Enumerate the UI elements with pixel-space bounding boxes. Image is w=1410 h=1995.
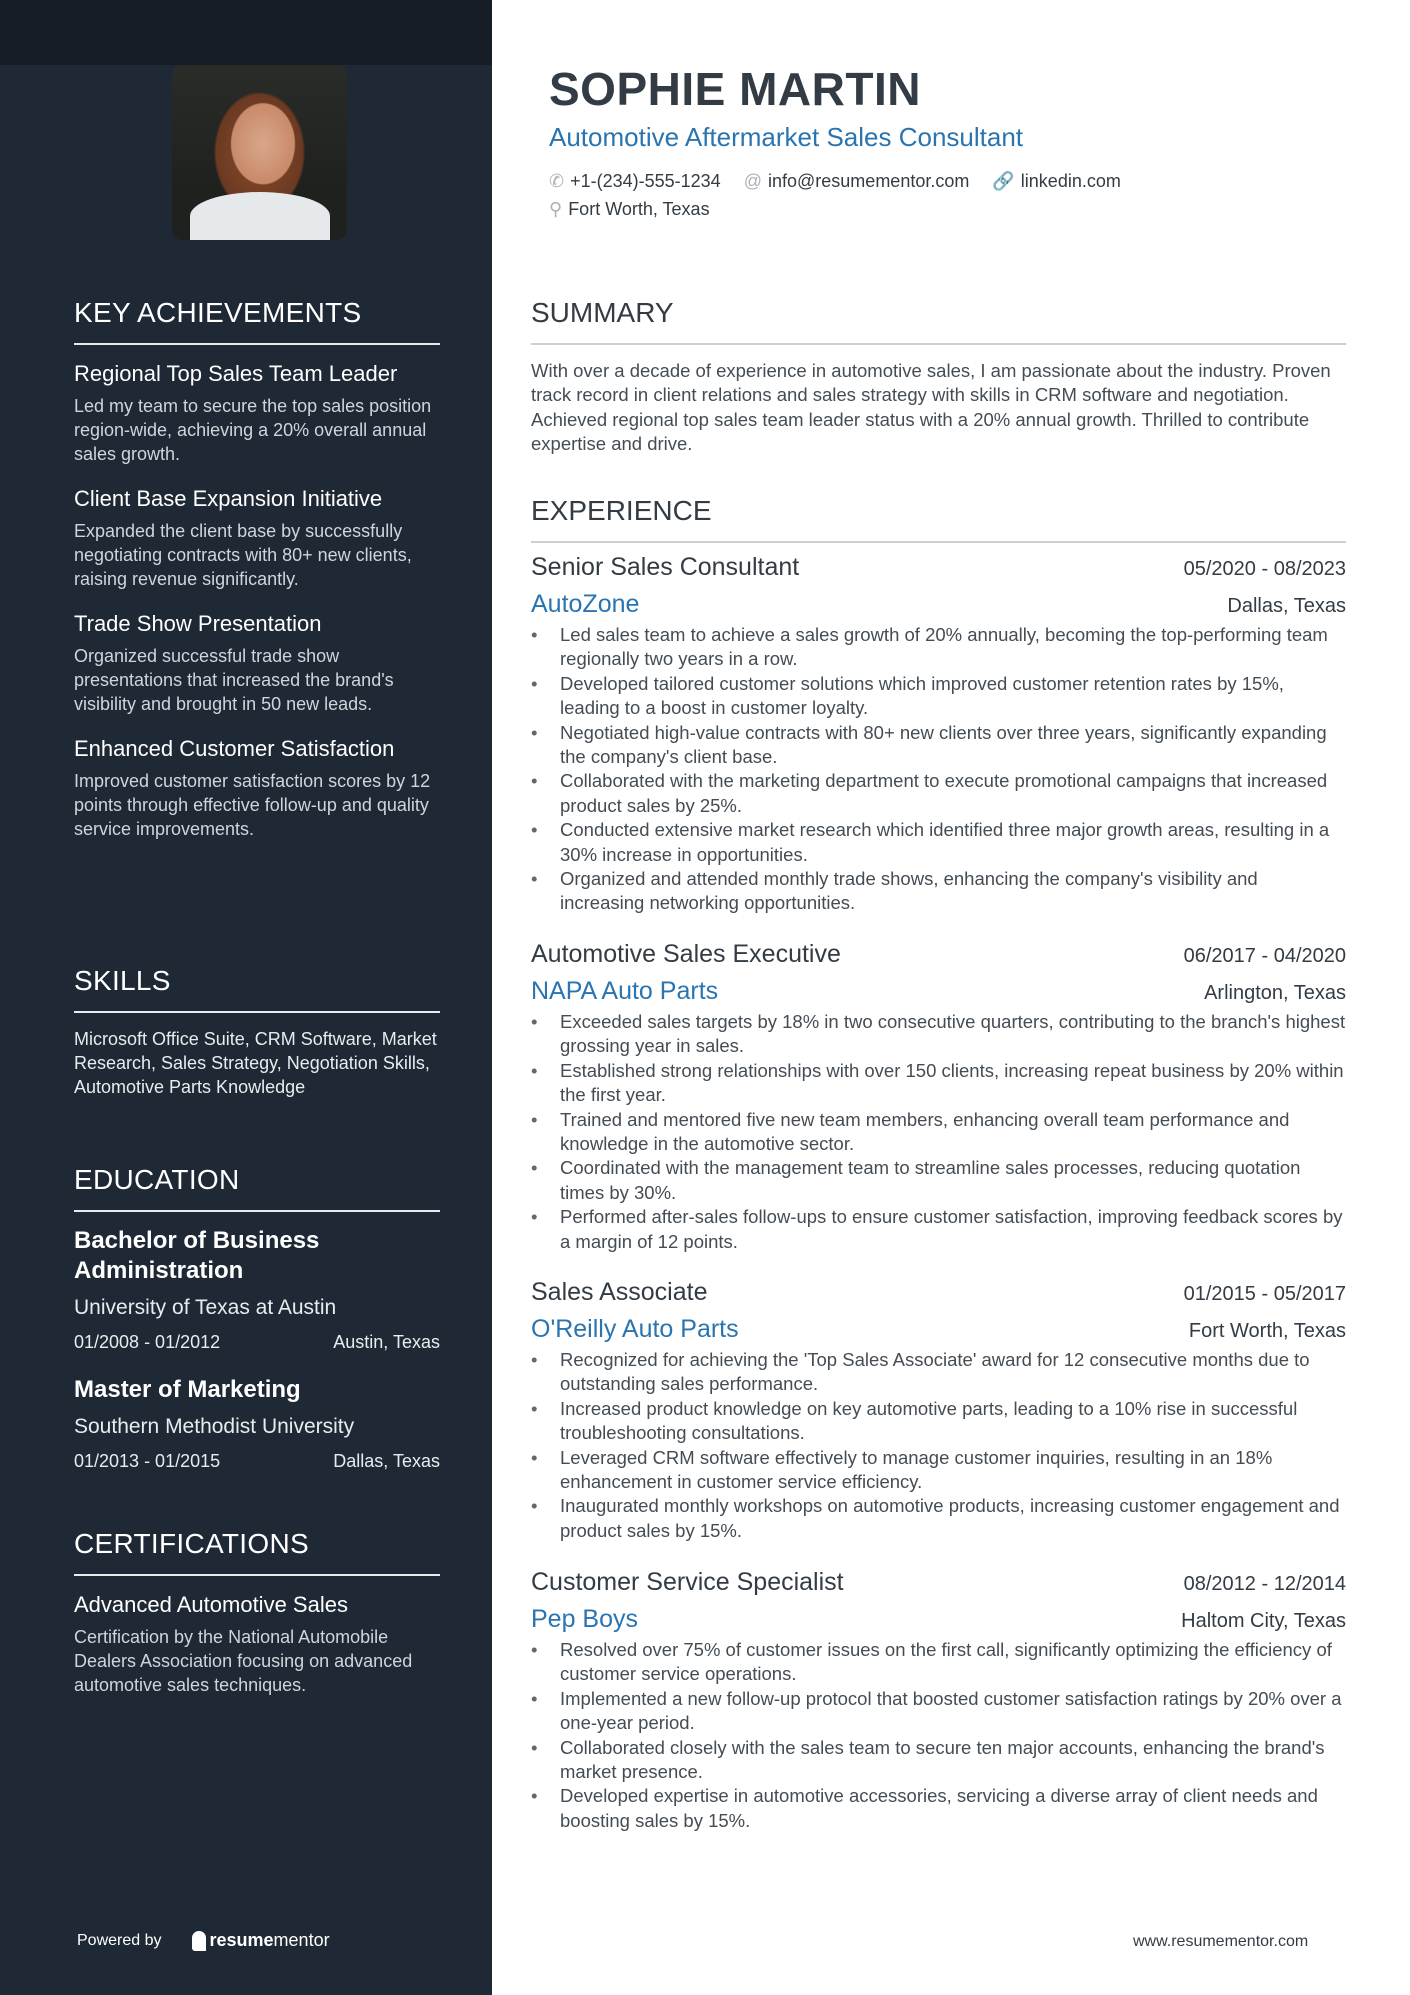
job-bullet: • Coordinated with the management team to streamline sales processes, reducing quotation times by 30%. — [531, 1156, 1346, 1205]
job-entry — [531, 1278, 1346, 1543]
education-item — [74, 1375, 440, 1472]
job-bullet: • Recognized for achieving the 'Top Sales Associate' award for 12 consecutive months due to outstanding sales performance. — [531, 1348, 1346, 1397]
cert-title: Advanced Automotive Sales — [74, 1592, 348, 1617]
section-heading: KEY ACHIEVEMENTS — [74, 297, 440, 345]
achievement-title: Regional Top Sales Team Leader — [74, 361, 398, 386]
achievements-section — [74, 297, 440, 859]
job-company: Pep Boys — [531, 1605, 639, 1633]
section-heading: SUMMARY — [531, 297, 1346, 345]
achievement-title: Trade Show Presentation — [74, 611, 322, 636]
achievement-text: Expanded the client base by successfully negotiating contracts with 80+ new clients, raising revenue significantly. — [74, 521, 412, 589]
certifications-section — [74, 1528, 440, 1715]
summary-section — [531, 297, 1346, 457]
summary-text: With over a decade of experience in automotive sales, I am passionate about the industry. Proven track record in client relations and sales strategy with skills in CRM software and negotiation. Achieved regional top sales team leader status with a 20% annual growth. Thrilled to contribute expertise and drive. — [531, 360, 1331, 455]
job-entry — [531, 940, 1346, 1254]
edu-dates: 01/2008 - 01/2012 — [74, 1332, 221, 1352]
email[interactable]: info@resumementor.com — [768, 171, 970, 191]
job-location: Arlington, Texas — [1204, 982, 1346, 1004]
powered-by — [77, 1930, 330, 1951]
job-bullet: • Implemented a new follow-up protocol that boosted customer satisfaction ratings by 20% over a one-year period. — [531, 1687, 1346, 1736]
job-bullet: • Collaborated closely with the sales team to secure ten major accounts, enhancing the brand's market presence. — [531, 1736, 1346, 1785]
job-bullet: • Increased product knowledge on key automotive parts, leading to a 10% rise in successful troubleshooting consultations. — [531, 1397, 1346, 1446]
link-icon: 🔗 — [992, 171, 1015, 191]
job-bullet: • Resolved over 75% of customer issues on the first call, significantly optimizing the efficiency of customer service operations. — [531, 1638, 1346, 1687]
job-bullets — [531, 1348, 1346, 1543]
skills-text: Microsoft Office Suite, CRM Software, Market Research, Sales Strategy, Negotiation Skills, Automotive Parts Knowledge — [74, 1029, 437, 1097]
education-section — [74, 1164, 440, 1494]
job-dates: 05/2020 - 08/2023 — [1183, 558, 1346, 580]
location: Fort Worth, Texas — [568, 199, 710, 219]
location-icon: ⚲ — [549, 199, 563, 219]
achievement-text: Organized successful trade show presentations that increased the brand's visibility and brought in 50 new leads. — [74, 646, 394, 714]
section-heading: EXPERIENCE — [531, 495, 1346, 543]
job-bullet: • Developed expertise in automotive accessories, servicing a diverse array of client needs and boosting sales by 15%. — [531, 1784, 1346, 1833]
degree: Bachelor of Business Administration — [74, 1227, 320, 1284]
school: Southern Methodist University — [74, 1415, 355, 1438]
powered-by-label: Powered by — [77, 1931, 162, 1949]
job-bullets — [531, 1010, 1346, 1254]
achievement-item — [74, 734, 440, 841]
resumementor-logo: resume mentor — [192, 1930, 330, 1951]
job-bullet: • Performed after-sales follow-ups to ensure customer satisfaction, improving feedback scores by a margin of 12 points. — [531, 1205, 1346, 1254]
section-heading: CERTIFICATIONS — [74, 1528, 440, 1576]
linkedin[interactable]: linkedin.com — [1020, 171, 1121, 191]
job-bullets — [531, 623, 1346, 916]
header — [549, 62, 1139, 223]
experience-section — [531, 495, 1346, 557]
achievement-title: Client Base Expansion Initiative — [74, 486, 383, 511]
email-icon: @ — [743, 171, 762, 191]
job-company: AutoZone — [531, 590, 640, 618]
job-bullet: • Conducted extensive market research which identified three major growth areas, resulting in a 30% increase in opportunities. — [531, 818, 1346, 867]
candidate-role: Automotive Aftermarket Sales Consultant — [549, 122, 1024, 152]
job-bullet: • Developed tailored customer solutions which improved customer retention rates by 15%, leading to a boost in customer loyalty. — [531, 672, 1346, 721]
section-heading: EDUCATION — [74, 1164, 440, 1212]
cert-text: Certification by the National Automobile Dealers Association focusing on advanced automotive sales techniques. — [74, 1627, 413, 1695]
job-location: Haltom City, Texas — [1181, 1610, 1346, 1632]
candidate-name: SOPHIE MARTIN — [549, 63, 921, 115]
job-company: O'Reilly Auto Parts — [531, 1315, 739, 1343]
top-strip — [0, 0, 492, 65]
job-entry — [531, 553, 1346, 916]
job-dates: 08/2012 - 12/2014 — [1183, 1573, 1346, 1595]
achievement-item — [74, 484, 440, 591]
logo-icon — [192, 1931, 206, 1951]
achievement-item — [74, 359, 440, 466]
job-title: Customer Service Specialist — [531, 1568, 844, 1596]
section-heading: SKILLS — [74, 965, 440, 1013]
job-bullet: • Organized and attended monthly trade shows, enhancing the company's visibility and increasing networking opportunities. — [531, 867, 1346, 916]
job-bullet: • Collaborated with the marketing department to execute promotional campaigns that increased product sales by 25%. — [531, 769, 1346, 818]
edu-dates: 01/2013 - 01/2015 — [74, 1451, 221, 1471]
job-location: Fort Worth, Texas — [1188, 1320, 1346, 1342]
job-title: Senior Sales Consultant — [531, 553, 800, 581]
job-dates: 01/2015 - 05/2017 — [1183, 1283, 1346, 1305]
contact-info — [549, 167, 1139, 223]
job-title: Sales Associate — [531, 1278, 708, 1306]
job-bullet: • Trained and mentored five new team members, enhancing overall team performance and knowledge in the automotive sector. — [531, 1108, 1346, 1157]
footer-site: www.resumementor.com — [1133, 1933, 1309, 1950]
achievement-title: Enhanced Customer Satisfaction — [74, 736, 395, 761]
job-location: Dallas, Texas — [1227, 595, 1346, 617]
phone-icon: ✆ — [549, 171, 565, 191]
phone: +1-(234)-555-1234 — [570, 171, 721, 191]
job-bullet: • Negotiated high-value contracts with 80+ new clients over three years, significantly expanding the company's client base. — [531, 721, 1346, 770]
edu-location: Austin, Texas — [333, 1332, 440, 1352]
edu-location: Dallas, Texas — [333, 1451, 440, 1471]
school: University of Texas at Austin — [74, 1296, 337, 1319]
job-bullet: • Inaugurated monthly workshops on automotive products, increasing customer engagement and product sales by 15%. — [531, 1494, 1346, 1543]
job-bullet: • Leveraged CRM software effectively to manage customer inquiries, resulting in an 18% enhancement in customer service efficiency. — [531, 1446, 1346, 1495]
degree: Master of Marketing — [74, 1376, 301, 1403]
sidebar — [0, 0, 492, 1995]
job-title: Automotive Sales Executive — [531, 940, 841, 968]
job-bullet: • Led sales team to achieve a sales growth of 20% annually, becoming the top-performing team regionally two years in a row. — [531, 623, 1346, 672]
job-bullet: • Established strong relationships with over 150 clients, increasing repeat business by 20% within the first year. — [531, 1059, 1346, 1108]
job-dates: 06/2017 - 04/2020 — [1183, 945, 1346, 967]
achievement-text: Improved customer satisfaction scores by 12 points through effective follow-up and quality service improvements. — [74, 771, 431, 839]
achievement-text: Led my team to secure the top sales position region-wide, achieving a 20% overall annual sales growth. — [74, 396, 432, 464]
skills-section — [74, 965, 440, 1117]
job-entry — [531, 1568, 1346, 1833]
job-bullet: • Exceeded sales targets by 18% in two consecutive quarters, contributing to the branch's highest grossing year in sales. — [531, 1010, 1346, 1059]
profile-photo — [172, 65, 347, 240]
education-item — [74, 1226, 440, 1353]
job-bullets — [531, 1638, 1346, 1833]
achievement-item — [74, 609, 440, 716]
job-company: NAPA Auto Parts — [531, 977, 719, 1005]
